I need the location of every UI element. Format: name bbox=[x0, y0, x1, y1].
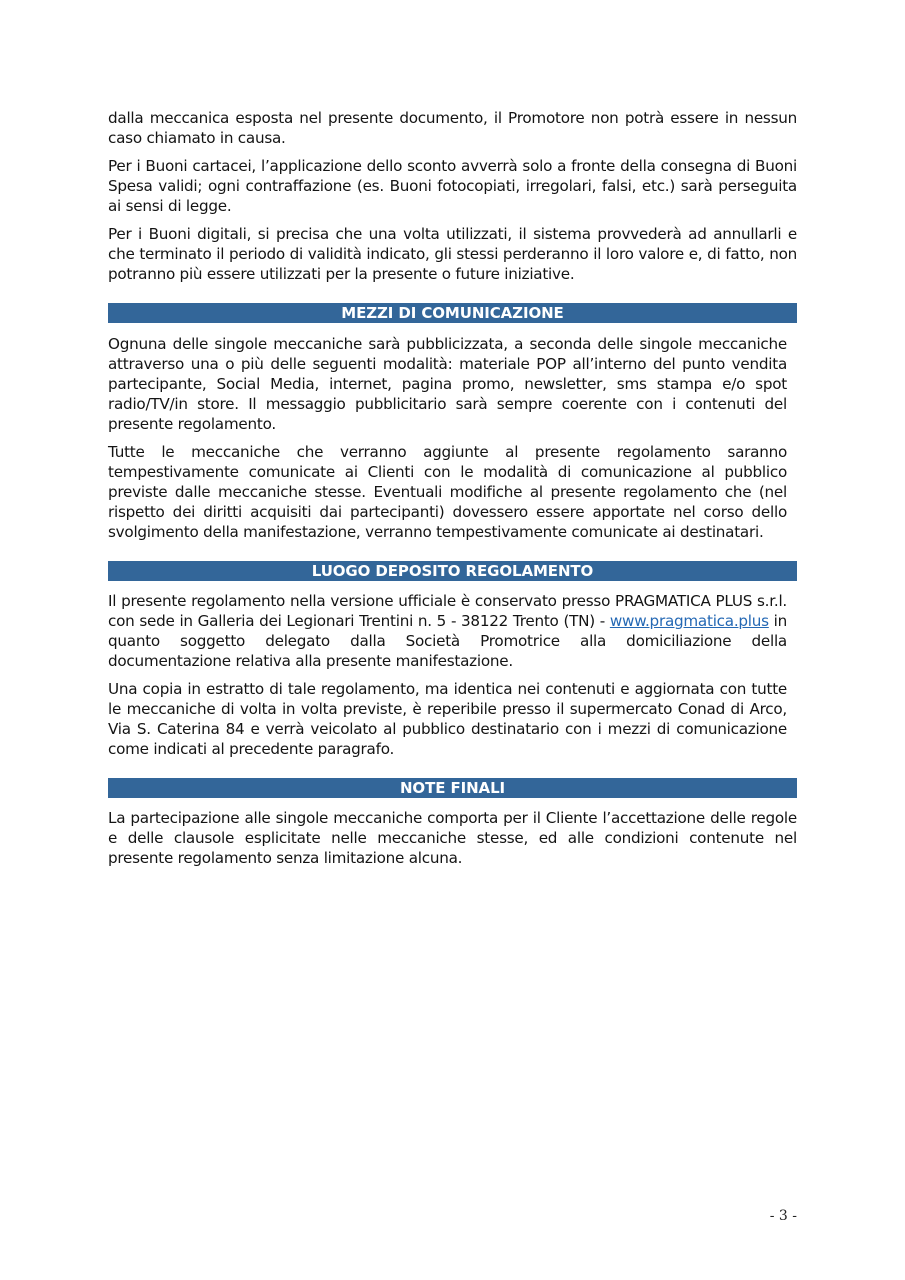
section-heading-note-finali: NOTE FINALI bbox=[108, 778, 797, 798]
intro-paragraph-2: Per i Buoni cartacei, l’applicazione dello sconto avverrà solo a fronte della consegna di Buoni Spesa validi; ogni contraffazione (es. Buoni fotocopiati, irregolari, falsi, etc.) sarà perseguita ai sensi di legge. bbox=[108, 157, 797, 215]
luogo-paragraph-1 bbox=[108, 591, 787, 671]
note-paragraph-1: La partecipazione alle singole meccaniche comporta per il Cliente l’accettazione delle regole e delle clausole esplicitate nelle meccaniche stesse, ed alle condizioni contenute nel presente regolamento senza limitazione alcuna. bbox=[108, 809, 797, 867]
luogo-paragraph-2: Una copia in estratto di tale regolamento, ma identica nei contenuti e aggiornata con tutte le meccaniche di volta in volta previste, è reperibile presso il supermercato Conad di Arco, Via S. Caterina 84 e verrà veicolato al pubblico destinatario con i mezzi di comunicazione come indicati al precedente paragrafo. bbox=[108, 680, 787, 758]
luogo-paragraph-1-text-end: in quanto soggetto delegato dalla Società Promotrice alla domiciliazione della documentazione relativa alla presente manifestazione. bbox=[108, 612, 787, 670]
intro-paragraph-1: dalla meccanica esposta nel presente documento, il Promotore non potrà essere in nessun caso chiamato in causa. bbox=[108, 109, 797, 147]
mezzi-paragraph-2: Tutte le meccaniche che verranno aggiunte al presente regolamento saranno tempestivamente comunicate ai Clienti con le modalità di comunicazione al pubblico previste dalle meccaniche stesse. Eventuali modifiche al presente regolamento che (nel rispetto dei diritti acquisiti dai partecipanti) dovessero essere apportate nel corso dello svolgimento della manifestazione, verranno tempestivamente comunicate ai destinatari. bbox=[108, 443, 787, 541]
page-number: - 3 - bbox=[769, 1208, 797, 1224]
document-page bbox=[108, 108, 797, 868]
section-heading-mezzi-di-comunicazione: MEZZI DI COMUNICAZIONE bbox=[108, 303, 797, 323]
mezzi-paragraph-1: Ognuna delle singole meccaniche sarà pubblicizzata, a seconda delle singole meccaniche attraverso una o più delle seguenti modalità: materiale POP all’interno del punto vendita partecipante, Social Media, internet, pagina promo, newsletter, sms stampa e/o spot radio/TV/in store. Il messaggio pubblicitario sarà sempre coerente con i contenuti del presente regolamento. bbox=[108, 335, 787, 433]
pragmatica-website-link[interactable]: www.pragmatica.plus bbox=[609, 612, 769, 630]
section-heading-luogo-deposito-regolamento: LUOGO DEPOSITO REGOLAMENTO bbox=[108, 561, 797, 581]
luogo-paragraph-1-text-start: Il presente regolamento nella versione ufficiale è conservato presso PRAGMATICA PLUS s.r.l. con sede in Galleria dei Legionari Trentini n. 5 - 38122 Trento (TN) - bbox=[108, 592, 787, 630]
intro-paragraph-3: Per i Buoni digitali, si precisa che una volta utilizzati, il sistema provvederà ad annullarli e che terminato il periodo di validità indicato, gli stessi perderanno il loro valore e, di fatto, non potranno più essere utilizzati per la presente o future iniziative. bbox=[108, 225, 797, 283]
